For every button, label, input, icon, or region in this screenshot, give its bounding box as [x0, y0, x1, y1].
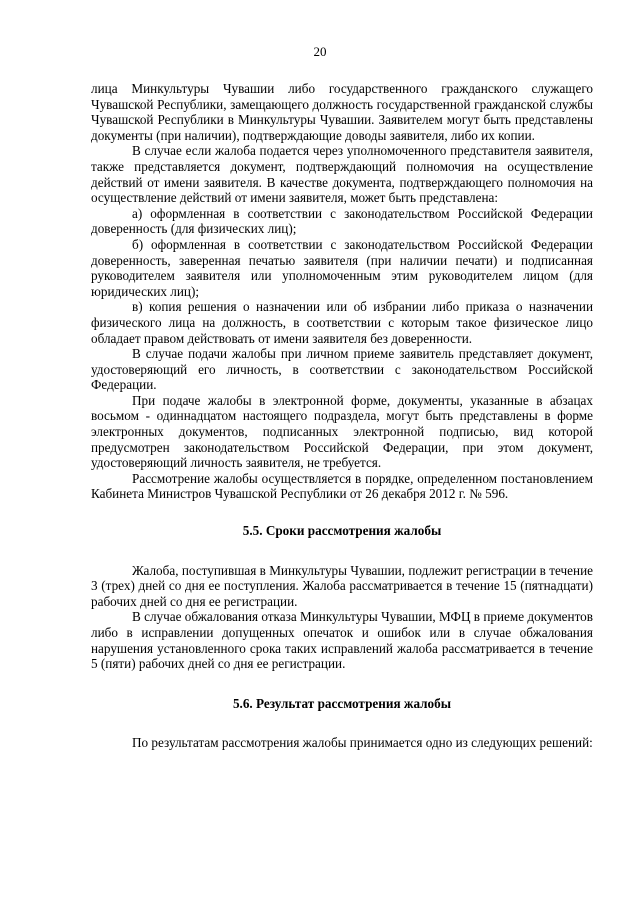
paragraph-list-item-v: в) копия решения о назначении или об избрании либо приказа о назначении физического лица на должность, в соответствии с которым такое физическое лицо обладает правом действовать от имени заявителя без доверенности. — [91, 299, 593, 346]
paragraph: В случае если жалоба подается через уполномоченного представителя заявителя, также представляется документ, подтверждающий полномочия на осуществление действий от имени заявителя. В качестве документа, подтверждающего полномочия на осуществление действий от имени заявителя, может быть представлена: — [91, 143, 593, 206]
section-heading-5-6: 5.6. Результат рассмотрения жалобы — [232, 695, 452, 711]
paragraph: По результатам рассмотрения жалобы принимается одно из следующих решений: — [132, 735, 593, 751]
section-heading-5-5: 5.5. Сроки рассмотрения жалобы — [242, 523, 442, 539]
paragraph: В случае обжалования отказа Минкультуры Чувашии, МФЦ в приеме документов либо в исправлении допущенных опечаток и ошибок или в случае обжалования нарушения установленного срока таких исправлений жалоба рассматривается в течение 5 (пяти) рабочих дней со дня ее регистрации. — [91, 609, 593, 672]
paragraph: При подаче жалобы в электронной форме, документы, указанные в абзацах восьмом - одиннадцатом настоящего подраздела, могут быть представлены в форме электронных документов, подписанных электронной подписью, вид которой предусмотрен законодательством Российской Федерации, при этом документ, удостоверяющий личность заявителя, не требуется. — [91, 392, 593, 471]
page-number: 20 — [313, 44, 327, 59]
paragraph: В случае подачи жалобы при личном приеме заявитель представляет документ, удостоверяющий его личность, в соответствии с законодательством Российской Федерации. — [91, 346, 593, 393]
paragraph: Жалоба, поступившая в Минкультуры Чувашии, подлежит регистрации в течение 3 (трех) дней со дня ее поступления. Жалоба рассматривается в течение 15 (пятнадцати) рабочих дней со дня ее регистрации. — [91, 562, 593, 609]
paragraph: лица Минкультуры Чувашии либо государственного гражданского служащего Чувашской Республики, замещающего должность государственной гражданской службы Чувашской Республики в Минкультуры Чувашии. Заявителем могут быть представлены документы (при наличии), подтверждающие доводы заявителя, либо их копии. — [91, 81, 593, 143]
document-body — [91, 81, 593, 751]
paragraph: Рассмотрение жалобы осуществляется в порядке, определенном постановлением Кабинета Министров Чувашской Республики от 26 декабря 2012 г. № 596. — [91, 470, 593, 502]
paragraph-list-item-b: б) оформленная в соответствии с законодательством Российской Федерации доверенность, заверенная печатью заявителя (при наличии печати) и подписанная руководителем заявителя или уполномоченным этим руководителем лицом (для юридических лиц); — [91, 236, 593, 299]
paragraph-list-item-a: а) оформленная в соответствии с законодательством Российской Федерации доверенность (для физических лиц); — [91, 205, 593, 237]
